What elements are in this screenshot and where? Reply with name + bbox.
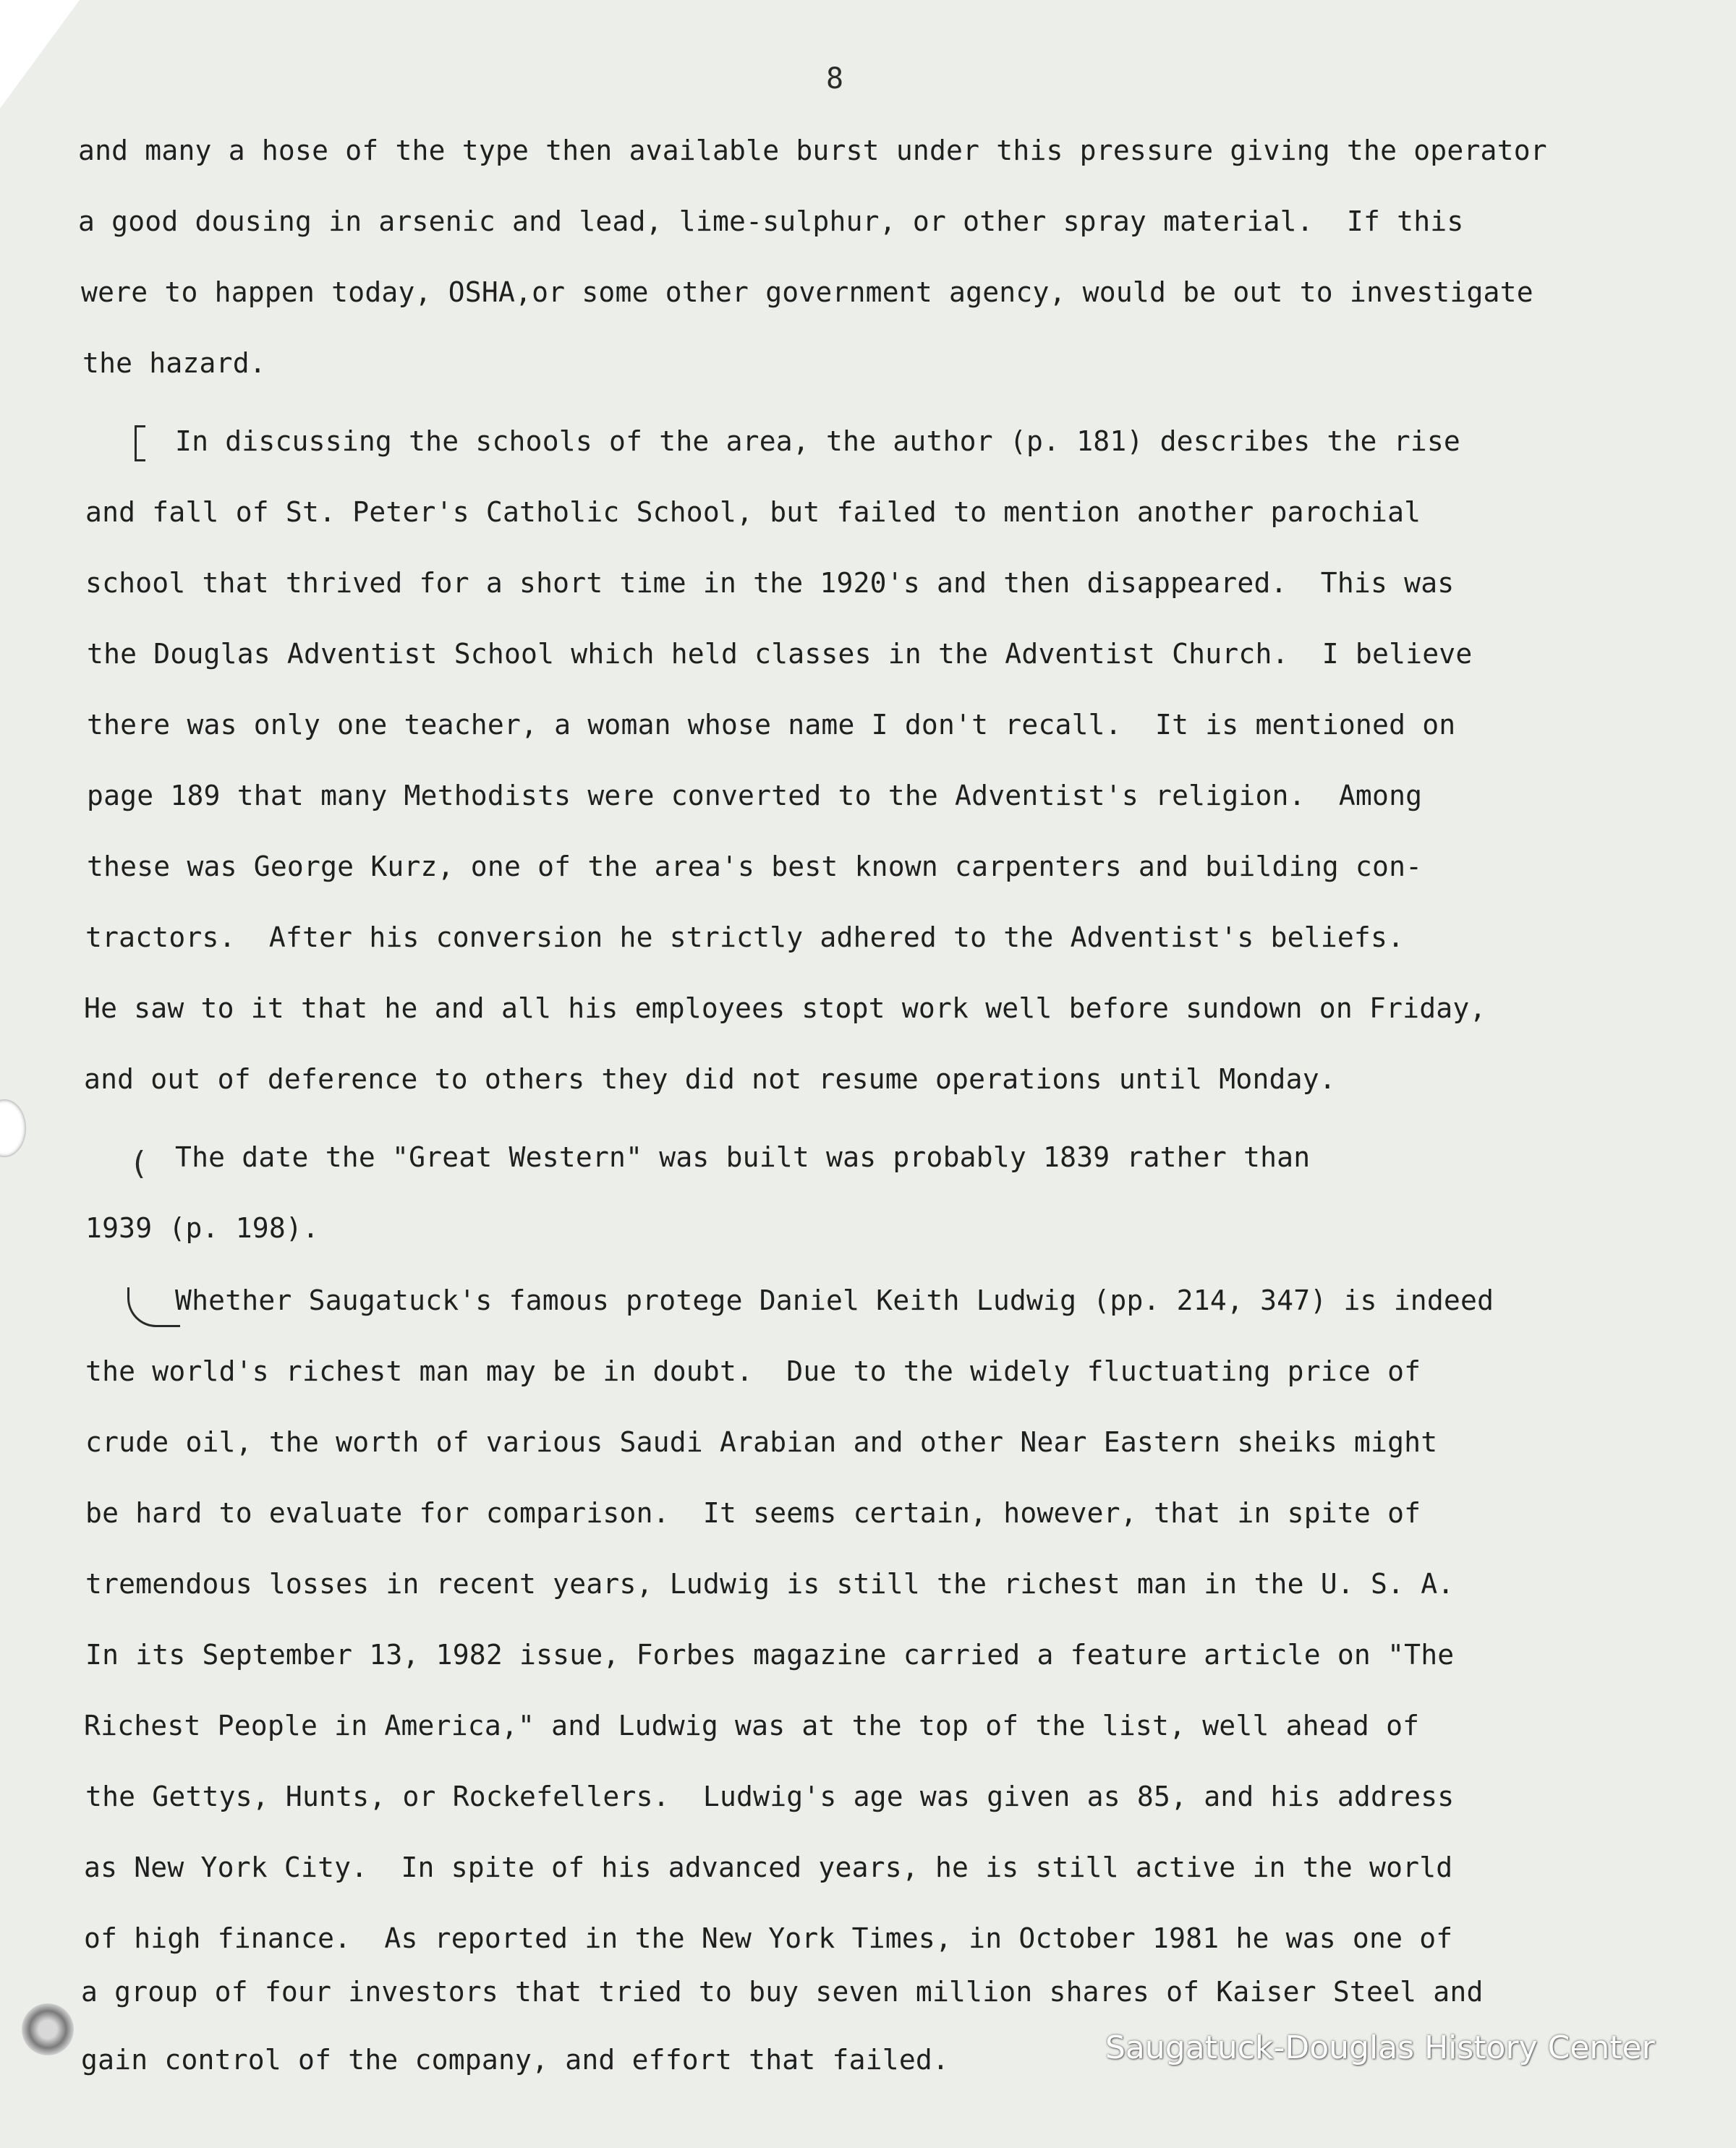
text-line: and fall of St. Peter's Catholic School, but failed to mention another parochial bbox=[85, 496, 1421, 528]
text-line: a group of four investors that tried to buy seven million shares of Kaiser Steel and bbox=[81, 1976, 1484, 2008]
text-line: gain control of the company, and effort that failed. bbox=[81, 2044, 950, 2076]
text-line: of high finance. As reported in the New York Times, in October 1981 he was one of bbox=[84, 1922, 1453, 1954]
text-line: tremendous losses in recent years, Ludwig is still the richest man in the U. S. A. bbox=[85, 1568, 1455, 1600]
text-line: the hazard. bbox=[82, 347, 266, 379]
text-line: Richest People in America," and Ludwig was at the top of the list, well ahead of bbox=[84, 1710, 1420, 1742]
text-line: 1939 (p. 198). bbox=[85, 1212, 320, 1244]
text-line: the Douglas Adventist School which held classes in the Adventist Church. I believe bbox=[87, 638, 1473, 670]
staple-mark bbox=[22, 2003, 74, 2055]
text-line: He saw to it that he and all his employees stopt work well before sundown on Friday, bbox=[84, 992, 1486, 1024]
text-line: school that thrived for a short time in the 1920's and then disappeared. This was bbox=[85, 567, 1455, 599]
text-line: there was only one teacher, a woman whose name I don't recall. It is mentioned on bbox=[87, 709, 1456, 741]
text-line: these was George Kurz, one of the area's best known carpenters and building con- bbox=[87, 851, 1423, 882]
text-line: the world's richest man may be in doubt. Due to the widely fluctuating price of bbox=[85, 1355, 1421, 1387]
text-line: and out of deference to others they did not resume operations until Monday. bbox=[84, 1063, 1336, 1095]
text-line: and many a hose of the type then available burst under this pressure giving the operator bbox=[78, 135, 1547, 166]
text-line: In discussing the schools of the area, the author (p. 181) describes the rise bbox=[175, 425, 1461, 457]
handwritten-bracket-mark bbox=[127, 1287, 180, 1327]
page-number: 8 bbox=[826, 62, 844, 95]
archive-watermark: Saugatuck-Douglas History Center bbox=[1105, 2029, 1655, 2066]
text-line: the Gettys, Hunts, or Rockefellers. Ludwig's age was given as 85, and his address bbox=[85, 1781, 1455, 1812]
text-line: be hard to evaluate for comparison. It seems certain, however, that in spite of bbox=[85, 1497, 1421, 1529]
text-line: tractors. After his conversion he strictly adhered to the Adventist's beliefs. bbox=[85, 921, 1405, 953]
folded-corner bbox=[0, 0, 80, 108]
handwritten-bracket-mark bbox=[135, 425, 145, 461]
text-line: Whether Saugatuck's famous protege Daniel Keith Ludwig (pp. 214, 347) is indeed bbox=[175, 1284, 1494, 1316]
text-line: The date the "Great Western" was built was probably 1839 rather than bbox=[175, 1141, 1311, 1173]
text-line: were to happen today, OSHA,or some other government agency, would be out to investigate bbox=[81, 276, 1533, 308]
text-line: page 189 that many Methodists were converted to the Adventist's religion. Among bbox=[87, 780, 1423, 811]
text-line: a good dousing in arsenic and lead, lime-sulphur, or other spray material. If this bbox=[78, 205, 1464, 237]
text-line: crude oil, the worth of various Saudi Arabian and other Near Eastern sheiks might bbox=[85, 1426, 1438, 1458]
text-line: as New York City. In spite of his advanced years, he is still active in the world bbox=[84, 1851, 1453, 1883]
punch-hole bbox=[0, 1099, 26, 1157]
handwritten-bracket-mark: ( bbox=[133, 1145, 146, 1182]
text-line: In its September 13, 1982 issue, Forbes magazine carried a feature article on "The bbox=[85, 1639, 1455, 1671]
